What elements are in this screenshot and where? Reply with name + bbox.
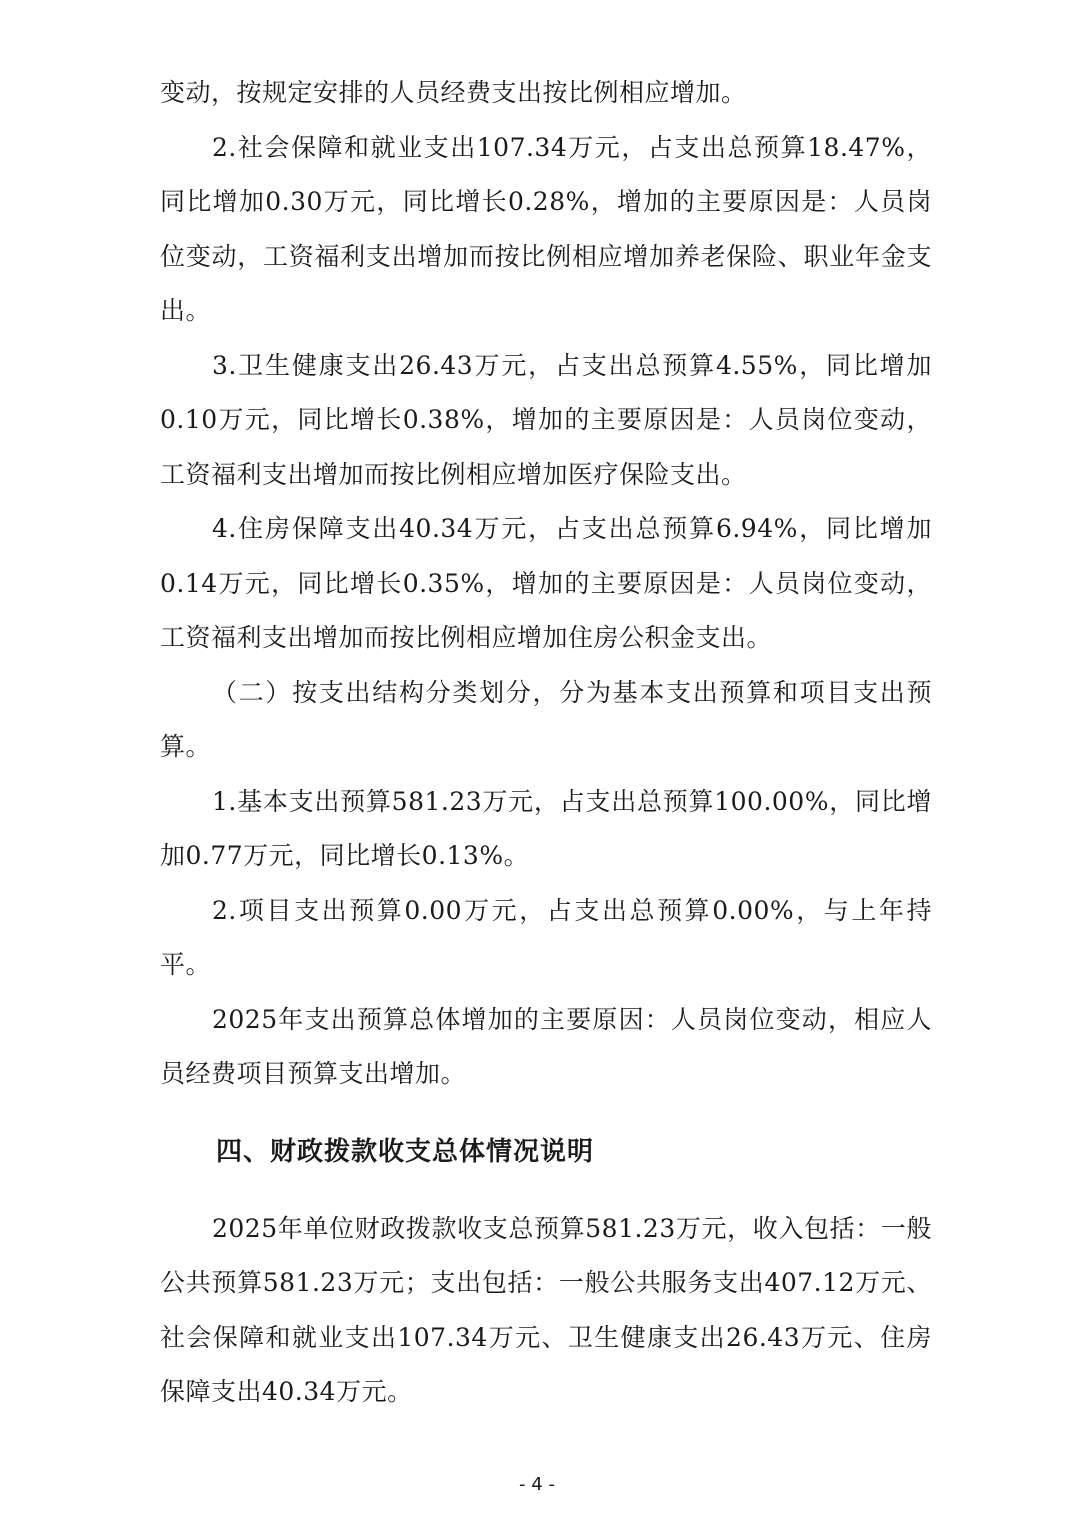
paragraph-basic-expenditure: 1.基本支出预算581.23万元，占支出总预算100.00%，同比增加0.77万元，同比增长0.13%。 xyxy=(160,786,932,870)
paragraph-fiscal-summary: 2025年单位财政拨款收支总预算581.23万元，收入包括：一般公共预算581.23万元；支出包括：一般公共服务支出407.12万元、社会保障和就业支出107.34万元、卫生健康支出26.43万元、住房保障支出40.34万元。 xyxy=(160,1213,932,1406)
paragraph-structure-classification: （二）按支出结构分类划分，分为基本支出预算和项目支出预算。 xyxy=(160,677,932,761)
page-number: - 4 - xyxy=(519,1474,555,1495)
paragraph-housing: 4.住房保障支出40.34万元，占支出总预算6.94%，同比增加0.14万元，同比增长0.35%，增加的主要原因是：人员岗位变动，工资福利支出增加而按比例相应增加住房公积金支出。 xyxy=(160,514,932,652)
paragraph-overall-increase: 2025年支出预算总体增加的主要原因：人员岗位变动，相应人员经费项目预算支出增加。 xyxy=(160,1004,932,1088)
paragraph-social-security: 2.社会保障和就业支出107.34万元，占支出总预算18.47%，同比增加0.30万元，同比增长0.28%，增加的主要原因是：人员岗位变动，工资福利支出增加而按比例相应增加养老保险、职业年金支出。 xyxy=(160,132,932,325)
document-page xyxy=(160,66,932,1420)
paragraph-health: 3.卫生健康支出26.43万元，占支出总预算4.55%，同比增加0.10万元，同比增长0.38%，增加的主要原因是：人员岗位变动，工资福利支出增加而按比例相应增加医疗保险支出。 xyxy=(160,350,932,489)
paragraph-project-expenditure: 2.项目支出预算0.00万元，占支出总预算0.00%，与上年持平。 xyxy=(160,895,932,979)
section-heading: 四、财政拨款收支总体情况说明 xyxy=(216,1136,595,1167)
paragraph-continuation: 变动，按规定安排的人员经费支出按比例相应增加。 xyxy=(160,78,747,107)
